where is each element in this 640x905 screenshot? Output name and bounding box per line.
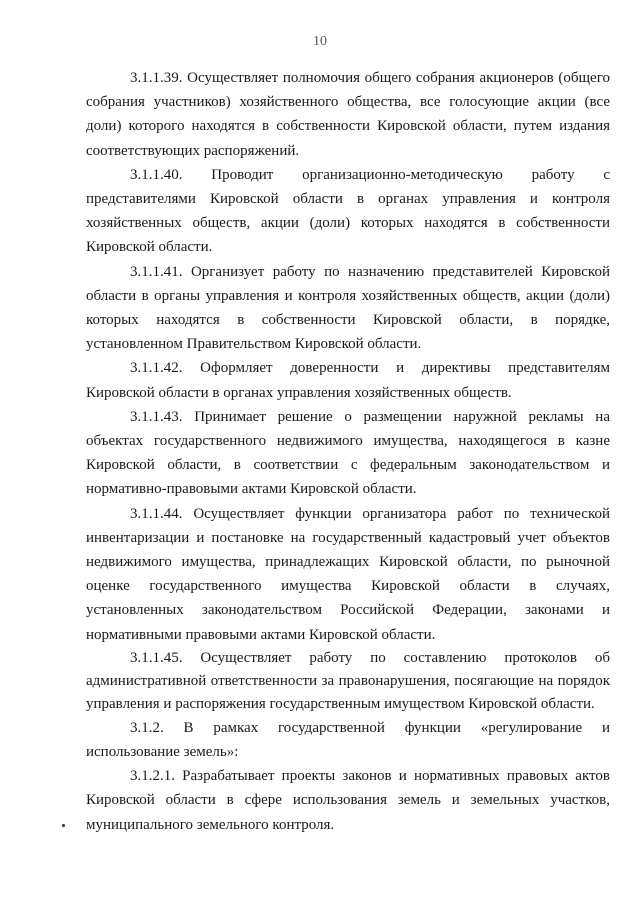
document-body (86, 66, 610, 837)
page-number: 10 (313, 34, 327, 49)
margin-mark (62, 824, 65, 827)
paragraph-3-1-2-1: 3.1.2.1. Разрабатывает проекты законов и нормативных правовых актов Кировской области в сфере использования земель и земельных участков, муниципального земельного контроля. (86, 768, 610, 833)
paragraph-3-1-1-44: 3.1.1.44. Осуществляет функции организатора работ по технической инвентаризации и постановке на государственный кадастровый учет объектов недвижимого имущества, принадлежащих Кировской области, по рыночной оценке государственного имущества Кировской области в случаях, установленных законодательством Российской Федерации, законами и нормативными правовыми актами Кировской области. (86, 505, 610, 643)
paragraph-3-1-1-43: 3.1.1.43. Принимает решение о размещении наружной рекламы на объектах государственного недвижимого имущества, находящегося в казне Кировской области, в соответствии с федеральным законодательством и нормативно-правовыми актами Кировской области. (86, 408, 610, 498)
paragraph-3-1-1-40: 3.1.1.40. Проводит организационно-методическую работу с представителями Кировской области в органах управления и контроля хозяйственных обществ, акции (доли) которых находятся в собственности Кировской области. (86, 166, 610, 256)
paragraph-3-1-1-41: 3.1.1.41. Организует работу по назначению представителей Кировской области в органы управления и контроля хозяйственных обществ, акции (доли) которых находятся в собственности Кировской области, в порядке, установленном Правительством Кировской области. (86, 263, 610, 353)
paragraph-3-1-2: 3.1.2. В рамках государственной функции «регулирование и использование земель»: (86, 719, 610, 761)
paragraph-3-1-1-45: 3.1.1.45. Осуществляет работу по составлению протоколов об административной ответственности за правонарушения, посягающие на порядок управления и распоряжения государственным имуществом Кировской области. (86, 649, 610, 712)
paragraph-3-1-1-39: 3.1.1.39. Осуществляет полномочия общего собрания акционеров (общего собрания участников) хозяйственного общества, все голосующие акции (все доли) которого находятся в собственности Кировской области, путем издания соответствующих распоряжений. (86, 70, 610, 159)
paragraph-3-1-1-42: 3.1.1.42. Оформляет доверенности и директивы представителям Кировской области в органах управления хозяйственных обществ. (86, 360, 610, 401)
